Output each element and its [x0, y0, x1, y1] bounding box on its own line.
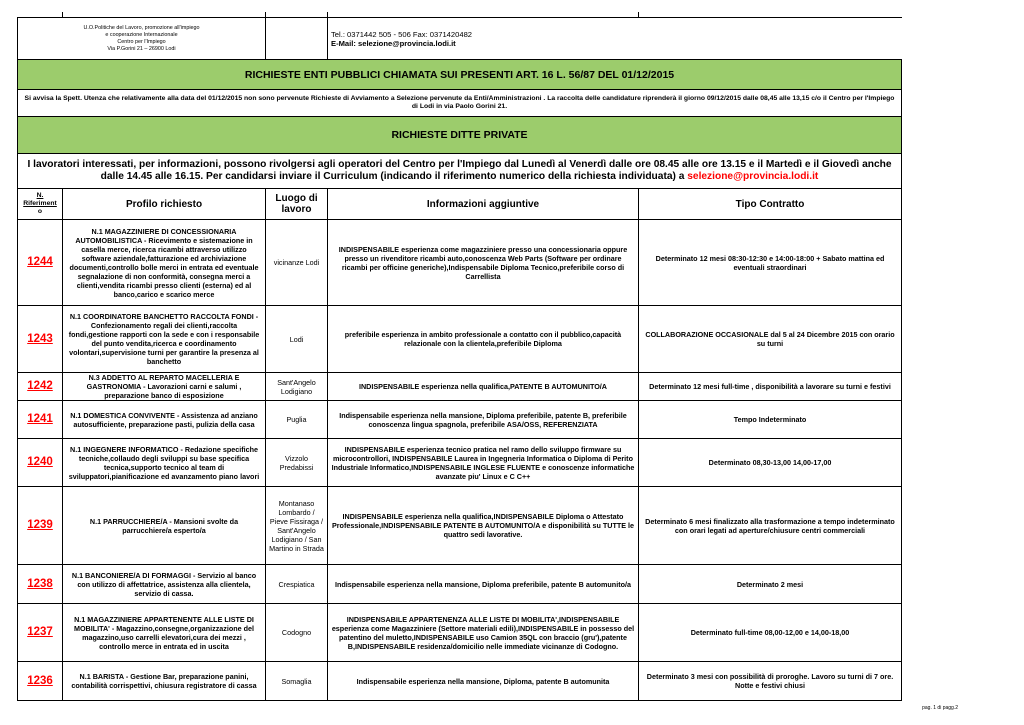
table-row: [18, 439, 902, 487]
contract-cell: COLLABORAZIONE OCCASIONALE dal 5 al 24 Dicembre 2015 con orario su turni: [639, 306, 902, 373]
col-header-info: Informazioni aggiuntive: [328, 189, 639, 220]
intro-paragraph: [18, 154, 902, 189]
place-cell: Crespiatica: [266, 565, 328, 604]
profile-cell: N.1 DOMESTICA CONVIVENTE - Assistenza ad anziano autosufficiente, preparazione pasti, pulizia della casa: [63, 401, 266, 439]
info-cell: INDISPENSABILE esperienza come magazziniere presso una concessionaria oppure presso un rivenditore ricambi auto,conoscenza Web Parts (Software per ordinare ricambi per officine generiche),Indispensabile Diploma Tecnico,preferibile corso di Carrellista: [328, 220, 639, 306]
contract-cell: Determinato 12 mesi 08:30-12:30 e 14:00-18:00 + Sabato mattina ed eventuali straordinari: [639, 220, 902, 306]
place-cell: Lodi: [266, 306, 328, 373]
public-requests-banner: RICHIESTE ENTI PUBBLICI CHIAMATA SUI PRESENTI ART. 16 L. 56/87 DEL 01/12/2015: [18, 60, 902, 90]
contract-cell: Tempo Indeterminato: [639, 401, 902, 439]
profile-cell: N.1 BARISTA - Gestione Bar, preparazione panini, contabilità corrispettivi, chiusura registratore di cassa: [63, 662, 266, 701]
reference-code-link[interactable]: 1240: [18, 439, 63, 487]
profile-cell: N.3 ADDETTO AL REPARTO MACELLERIA E GASTRONOMIA - Lavorazioni carni e salumi , preparazione banco di esposizione: [63, 373, 266, 401]
table-row: [18, 565, 902, 604]
header-spacer: [266, 18, 328, 60]
office-address: [18, 18, 266, 60]
col-header-reference: [18, 189, 63, 220]
info-cell: INDISPENSABILE esperienza nella qualifica,PATENTE B AUTOMUNITO/A: [328, 373, 639, 401]
table-row: [18, 220, 902, 306]
ref-label-line: N.: [36, 192, 44, 199]
place-cell: Montanaso Lombardo / Pieve Fissiraga / Sant'Angelo Lodigiano / San Martino in Strada: [266, 487, 328, 565]
contract-cell: Determinato full-time 08,00-12,00 e 14,00-18,00: [639, 604, 902, 662]
place-cell: vicinanze Lodi: [266, 220, 328, 306]
contract-cell: Determinato 2 mesi: [639, 565, 902, 604]
place-cell: Codogno: [266, 604, 328, 662]
reference-code-link[interactable]: 1238: [18, 565, 63, 604]
info-cell: preferibile esperienza in ambito professionale a contatto con il pubblico,capacità relazionale con la clientela,preferibile Diploma: [328, 306, 639, 373]
reference-code-link[interactable]: 1244: [18, 220, 63, 306]
intro-email-link[interactable]: selezione@provincia.lodi.it: [687, 171, 819, 182]
info-cell: INDISPENSABILE APPARTENENZA ALLE LISTE DI MOBILITA',INDISPENSABILE esperienza come Magazziniere (Settore materiali edili),INDISPENSABILE in possesso del patentino del muletto,INDISPENSABILE uso Camion 35QL con braccio (gru'),patente B,INDISPENSABILE residenza/domicilio nelle immediate vicinanze di Codogno.: [328, 604, 639, 662]
reference-code-link[interactable]: 1239: [18, 487, 63, 565]
table-row: [18, 401, 902, 439]
info-cell: Indispensabile esperienza nella mansione, Diploma preferibile, patente B automunito/a: [328, 565, 639, 604]
contract-cell: Determinato 3 mesi con possibilità di proroghe. Lavoro su turni di 7 ore. Notte e festivi chiusi: [639, 662, 902, 701]
place-cell: Vizzolo Predabissi: [266, 439, 328, 487]
intro-text: I lavoratori interessati, per informazioni, possono rivolgersi agli operatori del Centro per l'Impiego dal Lunedì al Venerdì dalle ore 08.45 alle ore 13.15 e il Martedì e il Giovedì anche dalle 14.45 alle 16.15. Per candidarsi inviare il Curriculum (indicando il riferimento numerico della richiesta individuata) a: [27, 158, 892, 182]
col-header-profile: Profilo richiesto: [63, 189, 266, 220]
table-row: [18, 373, 902, 401]
place-cell: Puglia: [266, 401, 328, 439]
place-cell: Sant'Angelo Lodigiano: [266, 373, 328, 401]
reference-code-link[interactable]: 1241: [18, 401, 63, 439]
col-header-contract: Tipo Contratto: [639, 189, 902, 220]
reference-code-link[interactable]: 1243: [18, 306, 63, 373]
contact-info: [328, 18, 902, 60]
table-row: [18, 487, 902, 565]
table-row: [18, 306, 902, 373]
job-listing-sheet: [17, 17, 901, 701]
profile-cell: N.1 INGEGNERE INFORMATICO - Redazione specifiche tecniche,collaudo degli sviluppi su base specifica tecnica,supporto tecnico al team di sviluppatori,pianificazione ed avanzamento piano lavori: [63, 439, 266, 487]
table-row: [18, 604, 902, 662]
info-cell: Indispensabile esperienza nella mansione, Diploma preferibile, patente B, preferibile conoscenza lingua spagnola, preferibile ASA/OSS, REFERENZIATA: [328, 401, 639, 439]
reference-code-link[interactable]: 1242: [18, 373, 63, 401]
profile-cell: N.1 BANCONIERE/A DI FORMAGGI - Servizio al banco con utilizzo di affettatrice, assistenza alla clientela, servizio di cassa.: [63, 565, 266, 604]
phone-fax: Tel.: 0371442 505 - 506 Fax: 0371420482: [331, 29, 473, 39]
contract-cell: Determinato 12 mesi full-time , disponibilità a lavorare su turni e festivi: [639, 373, 902, 401]
ref-label-line: Riferiment: [23, 200, 57, 207]
office-line: e cooperazione Internazionale: [105, 31, 178, 38]
info-cell: Indispensabile esperienza nella mansione, Diploma, patente B automunita: [328, 662, 639, 701]
place-cell: Somaglia: [266, 662, 328, 701]
info-cell: INDISPENSABILE esperienza tecnico pratica nel ramo dello sviluppo firmware su microcontrollori, INDISPENSABILE Laurea in Ingegneria Informatica o Diploma di Perito Industriale Informatico,INDISPENSABILE INGLESE FLUENTE e conoscenze informatiche avanzate piu' Linux e C C++: [328, 439, 639, 487]
private-requests-banner: RICHIESTE DITTE PRIVATE: [18, 117, 902, 154]
column-header-row: [18, 189, 902, 220]
profile-cell: N.1 COORDINATORE BANCHETTO RACCOLTA FONDI - Confezionamento regali dei clienti,raccolta fondi,gestione rapporti con la sede e con i responsabile del punto vendita,ricerca e coordinamento volontari,supervisione turni per garantire la presenza al banchetto: [63, 306, 266, 373]
office-line: Centro per l'Impiego: [117, 38, 166, 45]
info-cell: INDISPENSABILE esperienza nella qualifica,INDISPENSABILE Diploma o Attestato Professionale,INDISPENSABILE PATENTE B AUTOMUNITO/A e disponibilità su TUTTE le quattro sedi lavorative.: [328, 487, 639, 565]
page-number: pag. 1 di pagg.2: [922, 705, 958, 711]
profile-cell: N.1 MAGAZZINIERE APPARTENENTE ALLE LISTE DI MOBILITA' - Magazzino,consegne,organizzazione del magazzino,uso carrelli elevatori,cura dei mezzi , controllo merce in entrata ed in uscita: [63, 604, 266, 662]
office-line: U.O.Politiche del Lavoro, promozione all'impiego: [83, 24, 200, 31]
contract-cell: Determinato 6 mesi finalizzato alla trasformazione a tempo indeterminato con orari legati ad aperture/chiusure centri commerciali: [639, 487, 902, 565]
profile-cell: N.1 MAGAZZINIERE DI CONCESSIONARIA AUTOMOBILISTICA - Ricevimento e sistemazione in casella merce, ricerca ricambi attraverso utilizzo software aziendale,fatturazione ed archiviazione documenti,controllo bolle merci in entrata ed eventuale segnalazione di non conformità, consegna merci a clienti,vendita ricambi presso clienti (esterna) ed al banco,carico e scarico merce: [63, 220, 266, 306]
ref-label-line: o: [37, 208, 43, 215]
public-requests-notice: Si avvisa la Spett. Utenza che relativamente alla data del 01/12/2015 non sono pervenute Richieste di Avviamento a Selezione pervenute da Enti/Amministrazioni . La raccolta delle candidature riprenderà il giorno 09/12/2015 dalle 08,45 alle 13,15 c/o il Centro per l'Impiego di Lodi in via Paolo Gorini 21.: [18, 90, 902, 117]
profile-cell: N.1 PARRUCCHIERE/A - Mansioni svolte da parrucchiere/a esperto/a: [63, 487, 266, 565]
office-line: Via P.Gorini 21 – 26900 Lodi: [107, 45, 176, 52]
table-row: [18, 662, 902, 701]
col-header-place: Luogo di lavoro: [266, 189, 328, 220]
contact-email[interactable]: E-Mail: selezione@provincia.lodi.it: [331, 38, 456, 48]
reference-code-link[interactable]: 1236: [18, 662, 63, 701]
header-row: [18, 18, 902, 60]
job-listing-table: [17, 17, 902, 701]
reference-code-link[interactable]: 1237: [18, 604, 63, 662]
contract-cell: Determinato 08,30-13,00 14,00-17,00: [639, 439, 902, 487]
